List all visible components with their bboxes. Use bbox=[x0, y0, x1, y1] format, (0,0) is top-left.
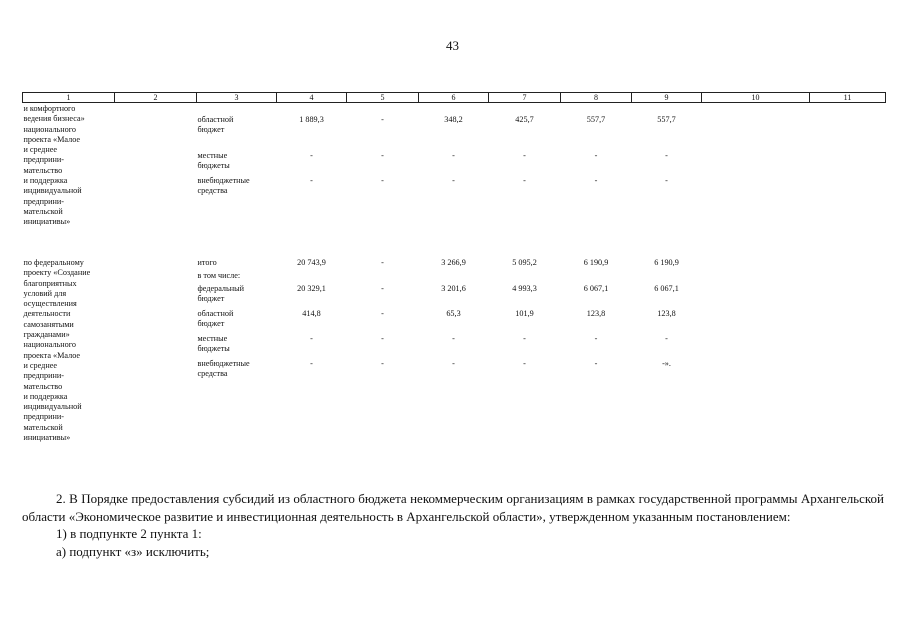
value-cell: 414,8 bbox=[302, 309, 321, 318]
funding-source-line: бюджет bbox=[197, 319, 225, 329]
value-cell: - bbox=[310, 334, 313, 343]
column-header: 3 bbox=[197, 93, 277, 103]
column-header: 11 bbox=[810, 93, 886, 103]
column-header: 6 bbox=[419, 93, 489, 103]
program-name-line: проекту «Создание bbox=[23, 268, 91, 278]
list-item-a: а) подпункт «з» исключить; bbox=[56, 543, 210, 559]
value-cell: 6 190,9 bbox=[583, 258, 609, 267]
value-cell: - bbox=[452, 359, 455, 368]
value-cell: - bbox=[594, 359, 598, 368]
value-cell: - bbox=[665, 176, 668, 185]
program-name-line: предприни- bbox=[23, 196, 65, 206]
program-name-line: деятельности bbox=[23, 309, 71, 319]
value-cell: 3 201,6 bbox=[441, 284, 466, 293]
value-cell: 123,8 bbox=[657, 309, 676, 318]
column-header: 7 bbox=[489, 93, 561, 103]
funding-source-cell bbox=[197, 115, 277, 151]
program-name-line: индивидуальной bbox=[23, 402, 82, 412]
value-cell: - bbox=[594, 334, 598, 343]
value-cell: - bbox=[594, 176, 598, 185]
program-name-line: национального bbox=[23, 124, 77, 134]
program-name-line: гражданами» bbox=[23, 330, 70, 340]
program-name-line: инициативы» bbox=[23, 217, 71, 227]
funding-source-cell bbox=[197, 359, 277, 449]
program-name-line: и среднее bbox=[23, 360, 57, 370]
value-cell: 4 993,3 bbox=[512, 284, 537, 293]
value-cell: - bbox=[452, 176, 455, 185]
funding-source-line: бюджеты bbox=[197, 161, 230, 171]
funding-source-cell bbox=[197, 258, 277, 271]
funding-source-line: федеральный bbox=[197, 284, 245, 293]
funding-source-line: местные bbox=[197, 151, 228, 160]
program-name-line: предприни- bbox=[23, 155, 65, 165]
program-name-line: предприни- bbox=[23, 412, 65, 422]
list-item-1: 1) в подпункте 2 пункта 1: bbox=[56, 526, 202, 541]
funding-source-cell bbox=[197, 309, 277, 334]
value-cell: - bbox=[523, 359, 526, 368]
program-name-line: индивидуальной bbox=[23, 186, 82, 196]
funding-source-line: областной bbox=[197, 115, 234, 124]
page-number: 43 bbox=[446, 38, 459, 53]
value-cell: - bbox=[665, 334, 668, 343]
column-header: 1 bbox=[23, 93, 115, 103]
table-row bbox=[23, 258, 886, 271]
program-name-line: и среднее bbox=[23, 145, 57, 155]
value-cell: 101,9 bbox=[515, 309, 534, 318]
funding-source-cell bbox=[197, 284, 277, 309]
value-cell: - bbox=[381, 359, 384, 368]
funding-source-line: внебюджетные bbox=[197, 359, 250, 368]
value-cell: 425,7 bbox=[515, 115, 534, 124]
budget-table bbox=[22, 92, 886, 449]
funding-source-line: внебюджетные bbox=[197, 176, 250, 185]
value-cell: - bbox=[594, 151, 598, 160]
value-cell: - bbox=[381, 115, 384, 124]
funding-source-line: бюджет bbox=[197, 294, 225, 304]
value-cell: 123,8 bbox=[586, 309, 606, 318]
value-cell: 6 067,1 bbox=[583, 284, 609, 293]
funding-source-line: местные bbox=[197, 334, 228, 343]
funding-source-cell bbox=[197, 176, 277, 258]
value-cell: 557,7 bbox=[657, 115, 676, 124]
column-header: 4 bbox=[277, 93, 347, 103]
value-cell: - bbox=[310, 151, 313, 160]
program-name-line: благоприятных bbox=[23, 278, 77, 288]
program-name-line: проекта «Малое bbox=[23, 134, 81, 144]
program-name-line: условий для bbox=[23, 288, 67, 298]
value-cell: - bbox=[523, 151, 526, 160]
value-cell: 348,2 bbox=[444, 115, 463, 124]
funding-source-line: областной bbox=[197, 309, 234, 318]
program-name-line: ведения бизнеса» bbox=[23, 114, 85, 124]
program-name-line: мательство bbox=[23, 165, 63, 175]
value-cell: 1 889,3 bbox=[299, 115, 324, 124]
value-cell: - bbox=[523, 176, 526, 185]
funding-source-line: итого bbox=[197, 258, 217, 267]
value-cell: - bbox=[452, 151, 455, 160]
column-header: 9 bbox=[632, 93, 702, 103]
program-name-line: и комфортного bbox=[23, 104, 76, 113]
funding-source-cell bbox=[197, 151, 277, 176]
column-header: 5 bbox=[347, 93, 419, 103]
value-cell: - bbox=[381, 334, 384, 343]
value-cell: 6 067,1 bbox=[654, 284, 679, 293]
program-name-line: национального bbox=[23, 340, 77, 350]
funding-source-line: средства bbox=[197, 186, 228, 196]
program-name-line: мательской bbox=[23, 422, 63, 432]
value-cell: - bbox=[452, 334, 455, 343]
program-name-line: и поддержка bbox=[23, 391, 68, 401]
program-name-line: и поддержка bbox=[23, 176, 68, 186]
body-text bbox=[22, 490, 884, 560]
program-name-line: мательской bbox=[23, 206, 63, 216]
value-cell: -». bbox=[662, 359, 671, 368]
program-name-line: предприни- bbox=[23, 371, 65, 381]
value-cell: - bbox=[381, 284, 384, 293]
funding-source-line: средства bbox=[197, 369, 228, 379]
funding-source-line: в том числе: bbox=[197, 271, 241, 280]
value-cell: - bbox=[381, 151, 384, 160]
value-cell: - bbox=[381, 309, 384, 318]
column-header: 2 bbox=[115, 93, 197, 103]
value-cell: 3 266,9 bbox=[441, 258, 466, 267]
value-cell: 20 329,1 bbox=[297, 284, 326, 293]
value-cell: - bbox=[523, 334, 526, 343]
program-name-line: инициативы» bbox=[23, 433, 71, 443]
program-name-line: мательство bbox=[23, 381, 63, 391]
paragraph-2: 2. В Порядке предоставления субсидий из областного бюджета некоммерческим организациям в рамках государственной программы Архангельской области «Экономическое развитие и инвестиционная деятельность в Архангельской области», утвержденном указанным постановлением: bbox=[22, 491, 884, 524]
value-cell: - bbox=[310, 176, 313, 185]
funding-source-cell bbox=[197, 271, 277, 284]
program-name-line: по федеральному bbox=[23, 258, 84, 267]
table-row bbox=[23, 103, 886, 116]
value-cell: - bbox=[381, 258, 384, 267]
funding-source-line: бюджеты bbox=[197, 344, 230, 354]
program-name-cell bbox=[23, 103, 115, 259]
table-header-row bbox=[23, 93, 886, 103]
program-name-cell bbox=[23, 258, 115, 449]
funding-source-line: бюджет bbox=[197, 125, 225, 135]
column-header: 10 bbox=[702, 93, 810, 103]
column-header: 8 bbox=[561, 93, 632, 103]
value-cell: 557,7 bbox=[586, 115, 606, 124]
value-cell: 5 095,2 bbox=[512, 258, 537, 267]
value-cell: - bbox=[665, 151, 668, 160]
program-name-line: проекта «Малое bbox=[23, 350, 81, 360]
value-cell: - bbox=[381, 176, 384, 185]
value-cell: 20 743,9 bbox=[297, 258, 326, 267]
value-cell: 65,3 bbox=[446, 309, 461, 318]
program-name-line: самозанятыми bbox=[23, 319, 74, 329]
value-cell: - bbox=[310, 359, 313, 368]
funding-source-cell bbox=[197, 334, 277, 359]
program-name-line: осуществления bbox=[23, 299, 77, 309]
value-cell: 6 190,9 bbox=[654, 258, 679, 267]
